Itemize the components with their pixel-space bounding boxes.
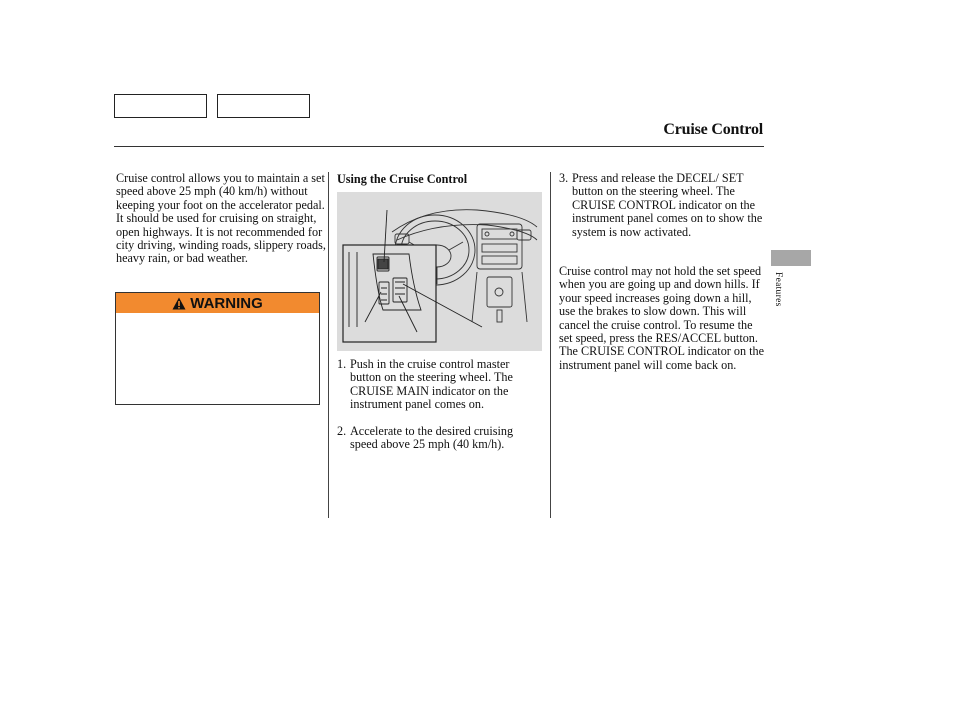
step-1 <box>337 358 542 412</box>
column-divider <box>550 172 551 518</box>
step-number: 1. <box>337 357 347 371</box>
side-section-label: Features <box>773 272 783 307</box>
warning-triangle-icon <box>172 297 186 310</box>
step-text: Accelerate to the desired cruising speed above 25 mph (40 km/h). <box>350 424 514 452</box>
step-text: Press and release the DECEL/ SET button on the steering wheel. The CRUISE CONTROL indicator on the instrument panel comes on to show the system is now activated. <box>572 171 763 239</box>
page-title: Cruise Control <box>663 121 763 138</box>
section-heading: Using the Cruise Control <box>337 172 468 186</box>
title-divider <box>114 146 764 147</box>
intro-paragraph: Cruise control allows you to maintain a set speed above 25 mph (40 km/h) without keeping your foot on the accelerator pedal. It should be used for cruising on straight, open highways. It is not recommended for city driving, winding roads, slippery roads, heavy rain, or bad weather. <box>116 171 326 266</box>
nav-button-main-menu[interactable] <box>114 94 207 118</box>
note-paragraph: Cruise control may not hold the set speed when you are going up and down hills. If your speed increases going down a hill, use the brakes to slow down. This will cancel the cruise control. To resume the set speed, press the RES/ACCEL button. The CRUISE CONTROL indicator on the instrument panel will come back on. <box>559 264 765 372</box>
section-tab[interactable] <box>771 250 811 266</box>
step-number: 2. <box>337 424 347 438</box>
step-number: 3. <box>559 171 569 185</box>
warning-box <box>115 292 320 405</box>
steering-wheel-dashboard-illustration <box>337 192 542 351</box>
warning-header <box>116 293 319 313</box>
step-2 <box>337 425 542 452</box>
nav-button-table-of-contents[interactable] <box>217 94 310 118</box>
column-divider <box>328 172 329 518</box>
step-3 <box>559 172 764 239</box>
warning-label: WARNING <box>190 294 263 312</box>
cruise-control-figure <box>337 192 542 351</box>
step-text: Push in the cruise control master button on the steering wheel. The CRUISE MAIN indicator on the instrument panel comes on. <box>350 357 513 412</box>
